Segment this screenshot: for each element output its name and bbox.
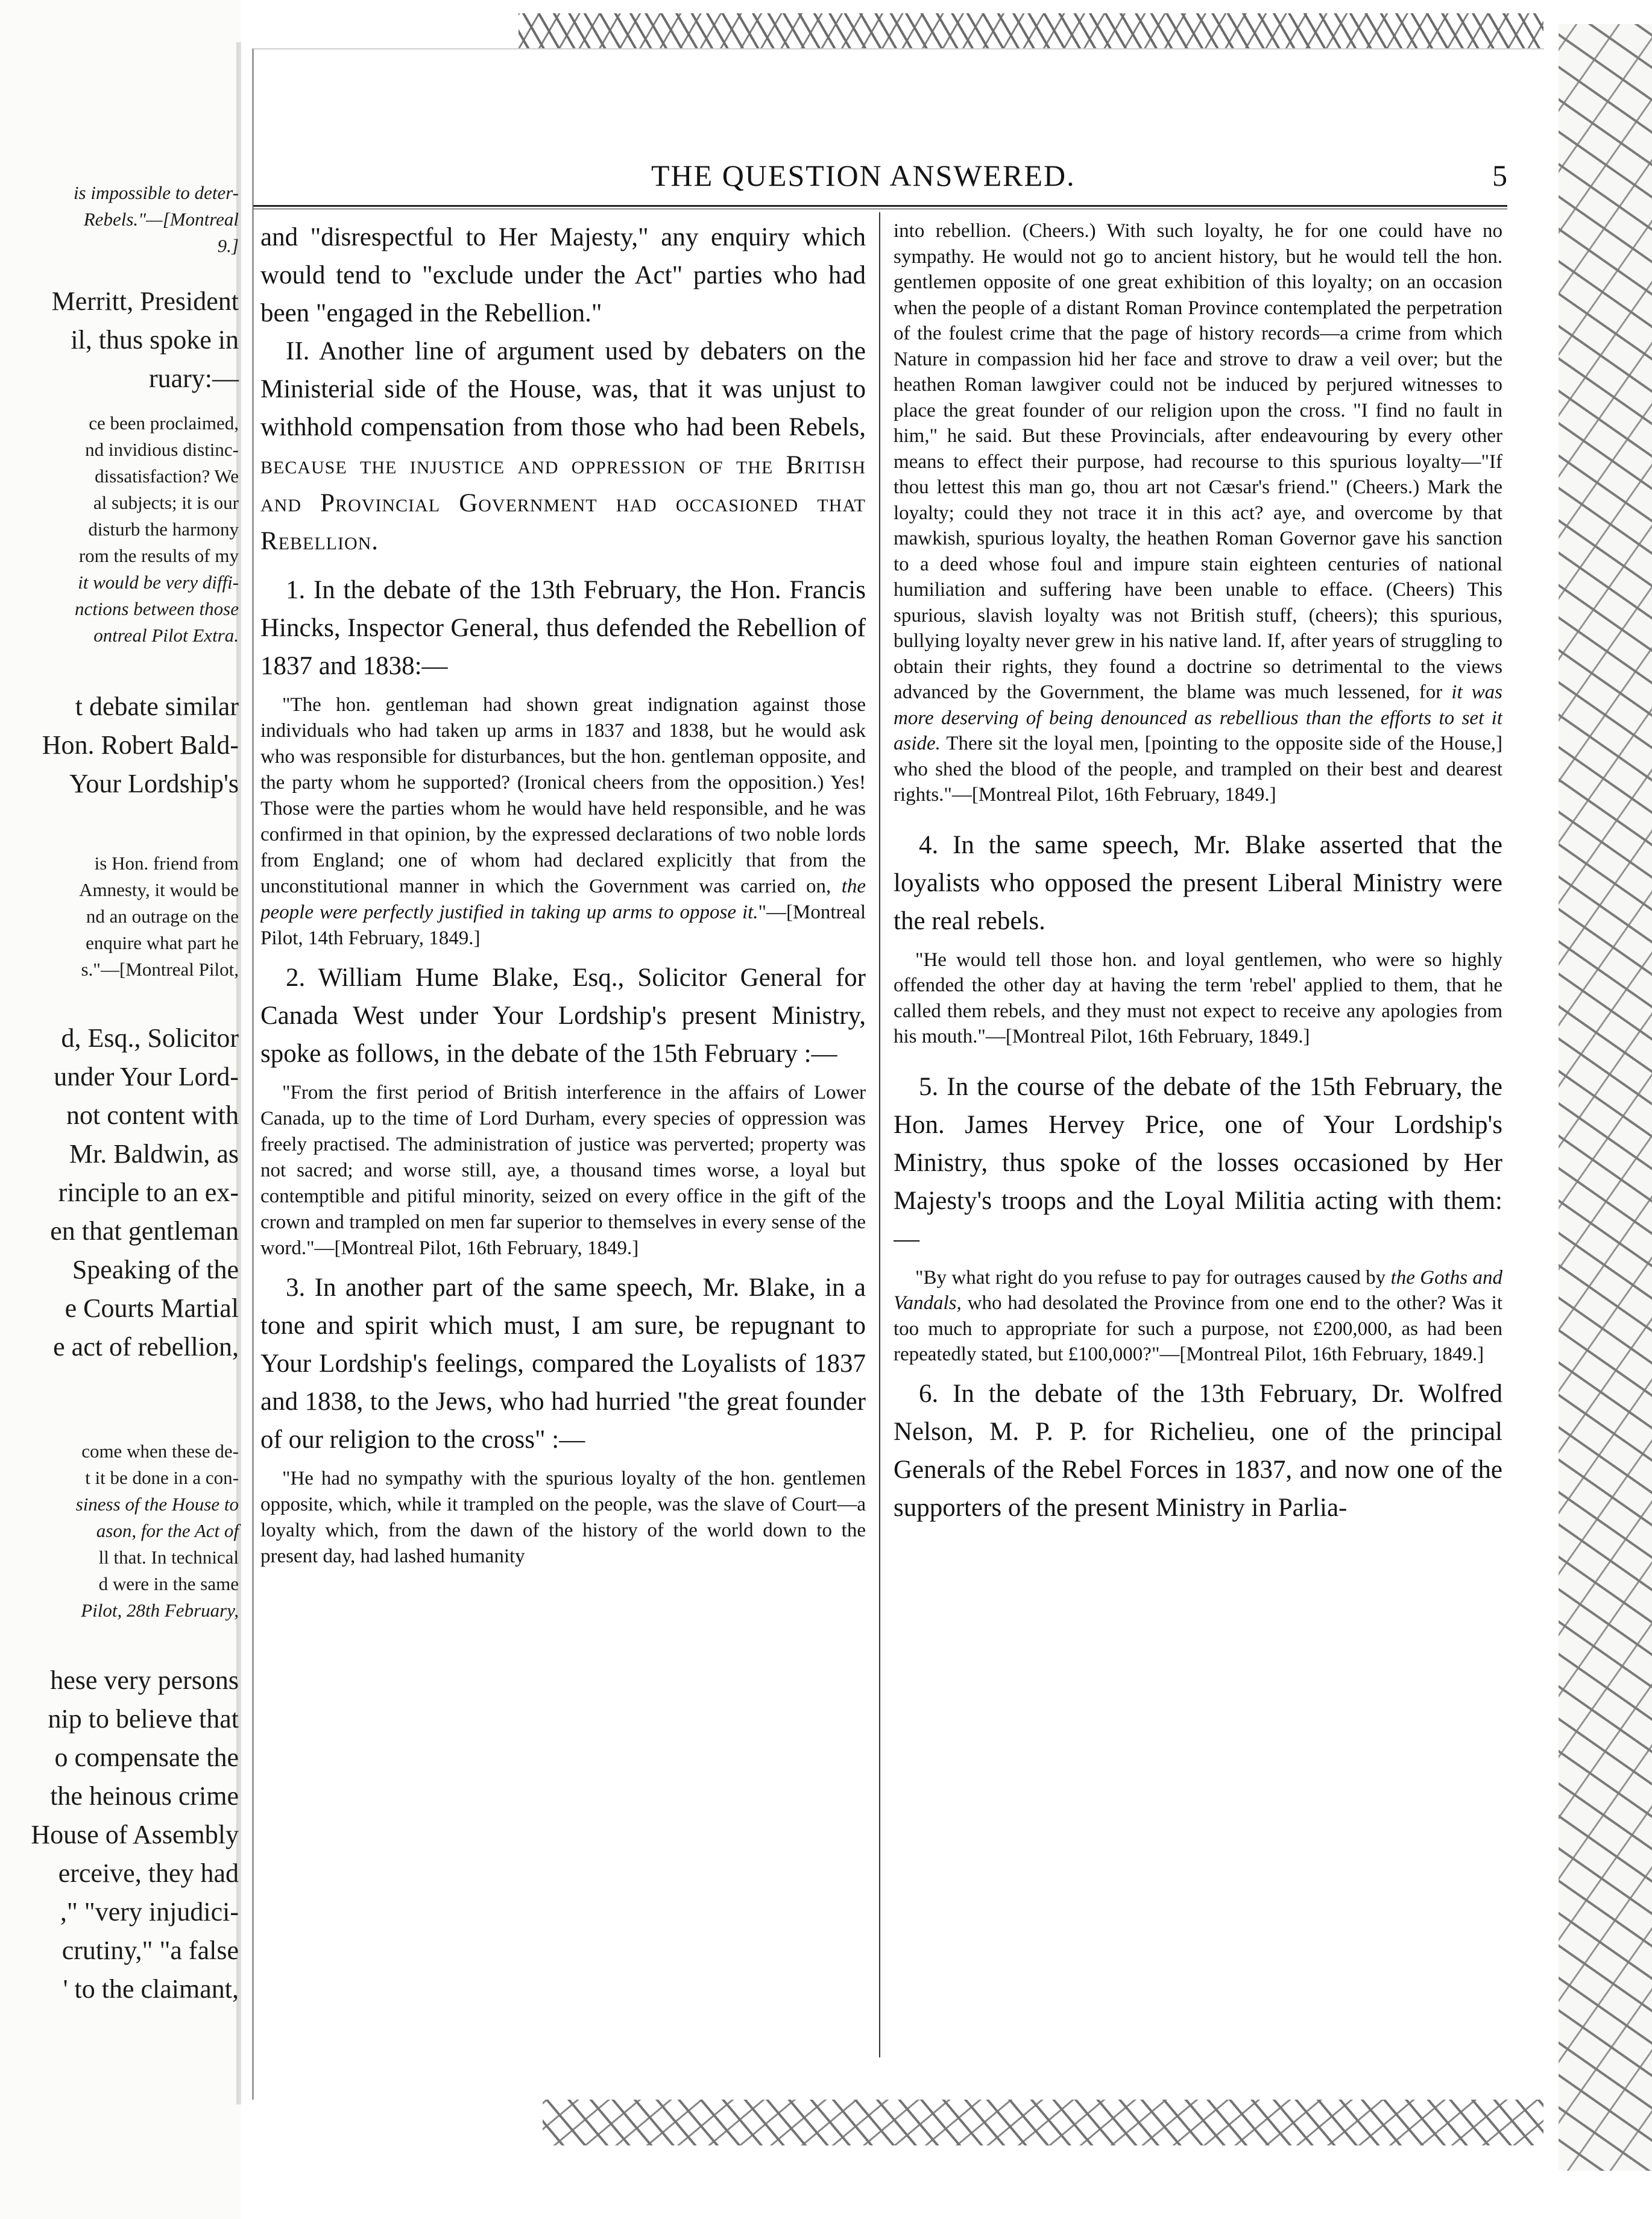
left-fragment-line: Speaking of the xyxy=(72,1255,239,1284)
quote-italic: it was more deserving of being denounced as rebellious than the efforts to set it aside. xyxy=(894,681,1502,754)
left-fragment-block xyxy=(52,282,239,398)
quote-source: "—[Montreal Pilot, 16th February, 1849.] xyxy=(944,784,1276,806)
left-fragment-line: it would be very diffi- xyxy=(78,572,239,593)
left-fragment-line: Rebels."—[Montreal xyxy=(83,209,239,230)
paragraph-item-six: 6. In the debate of the 13th February, Dr. Wolfred Nelson, M. P. P. for Richelieu, one of the principal Generals of the Rebel Forces in 1837, and now one of the supporters of the present Ministry in Parlia- xyxy=(894,1379,1502,1522)
left-fragment-line: Mr. Baldwin, as xyxy=(69,1139,239,1169)
left-fragment-block xyxy=(79,850,239,983)
column-divider xyxy=(879,212,880,2057)
left-fragment-line: t it be done in a con- xyxy=(85,1467,239,1488)
paragraph-item-two: 2. William Hume Blake, Esq., Solicitor General for Canada West under Your Lordship's present Ministry, spoke as follows, in the debate of the 15th February :— xyxy=(260,964,866,1068)
left-fragment-line: under Your Lord- xyxy=(54,1062,239,1091)
quote-text: "From the first period of British interference in the affairs of Lower Canada, up to the time of Lord Durham, every species of oppression was freely practised. The administration of justice was perverted; property was not sacred; and worse still, aye, a thousand times worse, a loyal but contemptible and pitiful minority, seized on every office in the gift of the crown and trampled on men far superior to themselves in every sense of the word. xyxy=(260,1082,866,1259)
left-fragment-line: e act of rebellion, xyxy=(53,1332,239,1362)
left-page-fragment xyxy=(0,0,241,2219)
quote-italic: the people were perfectly justified in taking up arms to oppose it. xyxy=(260,876,866,923)
quote-text: into rebellion. (Cheers.) With such loyalty, he for one could have no sympathy. He would not go to ancient history, but he would tell the hon. gentlemen opposite of one great exhibition of this loyalty; on an occasion when the people of a distant Roman Province contemplated the perpetration of the foulest crime that the page of history records—a crime from which Nature in compassion hid her face and strove to draw a veil over; but the heathen Roman lawgiver could not be induced by perjured witnesses to place the great founder of our religion upon the cross. "I find no fault in him," he said. But these Provincials, after endeavouring by every other means to effect their purpose, had recourse to this spurious loyalty—"If thou lettest this man go, thou art not Cæsar's friend." (Cheers.) Mark the loyalty; could they not trace it in this act? aye, and overcome by that mawkish, spurious loyalty, the heathen Roman Governor gave his sanction to a deed whose foul and impure stain eighteen centuries of national humiliation and suffering have been unable to efface. (Cheers) This spurious, slavish loyalty was not British stuff, (cheers); this spurious, bullying loyalty never grew in his native land. If, after years of struggling to obtain their rights, they found a doctrine so detrimental to the views advanced by the Government, the blame was much lessened, for xyxy=(894,220,1502,703)
paragraph-text: II. Another line of argument used by debaters on the Ministerial side of the House, was, that it was unjust to withhold compensation from those who had been Rebels, xyxy=(260,337,866,441)
left-fragment-line: nip to believe that xyxy=(48,1704,239,1734)
left-fragment-line: Your Lordship's xyxy=(69,769,239,798)
left-fragment-line: d were in the same xyxy=(98,1573,239,1594)
quote-text: "He would tell those hon. and loyal gentlemen, who were so highly offended the other day at having the term 'rebel' applied to them, that he called them rebels, and they must not expect to receive any apologies from his mouth. xyxy=(894,949,1502,1047)
left-fragment-line: rom the results of my xyxy=(78,545,239,566)
left-fragment-line: ' to the claimant, xyxy=(63,1974,239,2004)
quote-source: "—[Montreal Pilot, 14th February, 1849.] xyxy=(260,901,866,949)
left-fragment-line: nctions between those xyxy=(74,598,239,619)
left-fragment-block xyxy=(42,687,239,803)
left-fragment-line: t debate similar xyxy=(75,692,239,721)
left-fragment-line: o compensate the xyxy=(54,1743,239,1772)
left-fragment-line: siness of the House to xyxy=(75,1494,239,1515)
left-fragment-line: 9.] xyxy=(217,235,239,256)
left-fragment-line: ll that. In technical xyxy=(98,1547,239,1568)
left-fragment-line: crutiny," "a false xyxy=(61,1936,239,1965)
left-fragment-line: Pilot, 28th February, xyxy=(81,1600,239,1621)
left-fragment-line: Amnesty, it would be xyxy=(79,879,239,900)
left-fragment-line: s."—[Montreal Pilot, xyxy=(81,959,239,980)
paragraph-item-four: 4. In the same speech, Mr. Blake asserted that the loyalists who opposed the present Liberal Ministry were the real rebels. xyxy=(894,830,1502,935)
paragraph-argument-two xyxy=(260,332,866,560)
left-fragment-line: nd an outrage on the xyxy=(86,906,239,927)
left-fragment-line: not content with xyxy=(66,1100,239,1130)
quote-italic: the Goths and Vandals, xyxy=(894,1266,1502,1314)
quote-text: "By what right do you refuse to pay for outrages caused by xyxy=(915,1266,1386,1289)
left-fragment-line: Hon. Robert Bald- xyxy=(42,730,239,760)
left-fragment-line: rinciple to an ex- xyxy=(58,1178,239,1207)
left-fragment-block xyxy=(31,1661,239,2009)
header-rule xyxy=(253,205,1507,209)
running-head xyxy=(651,158,1507,200)
left-fragment-line: nd invidious distinc- xyxy=(85,439,239,460)
left-fragment-line: is impossible to deter- xyxy=(73,182,239,203)
left-fragment-line: hese very persons xyxy=(50,1665,239,1695)
column-left xyxy=(260,218,866,2063)
quotation-blake-two-start: "He had no sympathy with the spurious loyalty of the hon. gentlemen opposite, which, while it trampled on the people, was the slave of Court—a loyalty which, from the dawn of the history of the world down to the present day, had lashed humanity xyxy=(260,1468,866,1567)
quote-text: who had desolated the Province from one end to the other? Was it too much to appropriate for such a purpose, not £200,000, as had been repeatedly stated, but £100,000? xyxy=(894,1292,1502,1365)
left-fragment-line: ruary:— xyxy=(148,364,239,393)
left-fragment-line: e Courts Martial xyxy=(65,1293,239,1323)
quote-source: "—[Montreal Pilot, 16th February, 1849.] xyxy=(1151,1343,1484,1365)
left-fragment-line: d, Esq., Solicitor xyxy=(61,1023,239,1053)
left-fragment-line: come when these de- xyxy=(81,1441,239,1462)
left-fragment-line: is Hon. friend from xyxy=(94,853,239,874)
left-fragment-line: il, thus spoke in xyxy=(71,325,239,355)
paragraph-continued: and "disrespectful to Her Majesty," any enquiry which would tend to "exclude under the Act" parties who had been "engaged in the Rebellion." xyxy=(260,223,866,327)
left-fragment-line: erceive, they had xyxy=(58,1858,239,1888)
left-fragment-line: Merritt, President xyxy=(51,286,239,316)
paragraph-item-one: 1. In the debate of the 13th February, the Hon. Francis Hincks, Inspector General, thus defended the Rebellion of 1837 and 1838:— xyxy=(260,576,866,680)
left-fragment-line: ontreal Pilot Extra. xyxy=(93,625,239,646)
quote-source: "—[Montreal Pilot, 16th February, 1849.] xyxy=(306,1237,639,1259)
left-fragment-block xyxy=(76,1438,239,1624)
left-fragment-line: dissatisfaction? We xyxy=(95,466,239,487)
quote-text: There sit the loyal men, [pointing to the opposite side of the House,] who shed the blood of the people, and trampled on their best and dearest rights. xyxy=(894,733,1502,806)
column-right xyxy=(894,218,1502,2063)
left-fragment-line: ," "very injudici- xyxy=(60,1897,239,1927)
paragraph-item-three: 3. In another part of the same speech, Mr. Blake, in a tone and spirit which must, I am sure, be repugnant to Your Lordship's feelings, compared the Loyalists of 1837 and 1838, to the Jews, who had hurried "the great founder of our religion to the cross" :— xyxy=(260,1274,866,1454)
left-fragment-block xyxy=(50,1019,239,1366)
running-head-title: THE QUESTION ANSWERED. xyxy=(651,159,1076,192)
left-fragment-line: House of Assembly xyxy=(31,1820,239,1849)
left-fragment-line: ce been proclaimed, xyxy=(89,412,239,434)
paragraph-item-five: 5. In the course of the debate of the 15th February, the Hon. James Hervey Price, one of Your Lordship's Ministry, thus spoke of the losses occasioned by Her Majesty's troops and the Loyal Militia acting with them:— xyxy=(894,1072,1502,1253)
quotation-price xyxy=(894,1265,1502,1368)
left-fragment-line: enquire what part he xyxy=(86,932,239,953)
left-fragment-line: en that gentleman xyxy=(50,1216,239,1246)
left-fragment-line: disturb the harmony xyxy=(88,519,239,540)
left-fragment-block xyxy=(74,180,239,259)
left-fragment-line: al subjects; it is our xyxy=(93,492,239,513)
small-caps-text: because the injustice and oppression of the British and Provincial Government had occasioned that Rebellion. xyxy=(260,451,866,555)
left-fragment-block xyxy=(75,410,239,649)
quotation-blake-two-continued xyxy=(894,218,1502,808)
quote-text: "The hon. gentleman had shown great indignation against those individuals who had taken up arms in 1837 and 1838, but he would ask who was responsible for disturbances, but the hon. gentleman opposite, and the party whom he supported? (Ironical cheers from the opposition.) Yes! Those were the parties whom he would have held responsible, and he was confirmed in that opinion, by the expressed declarations of two noble lords from England; one of whom had declared explicitly that from the unconstitutional manner in which the Government was carried on, xyxy=(260,694,866,897)
quote-source: "—[Montreal Pilot, 16th February, 1849.] xyxy=(977,1026,1310,1047)
left-fragment-line: the heinous crime xyxy=(50,1781,239,1811)
page-number: 5 xyxy=(1492,159,1507,192)
quotation-blake-three xyxy=(894,947,1502,1050)
left-fragment-line: ason, for the Act of xyxy=(96,1520,239,1541)
marbled-binding-right xyxy=(1559,24,1652,2171)
quotation-hincks xyxy=(260,692,866,952)
quotation-blake-one xyxy=(260,1080,866,1261)
